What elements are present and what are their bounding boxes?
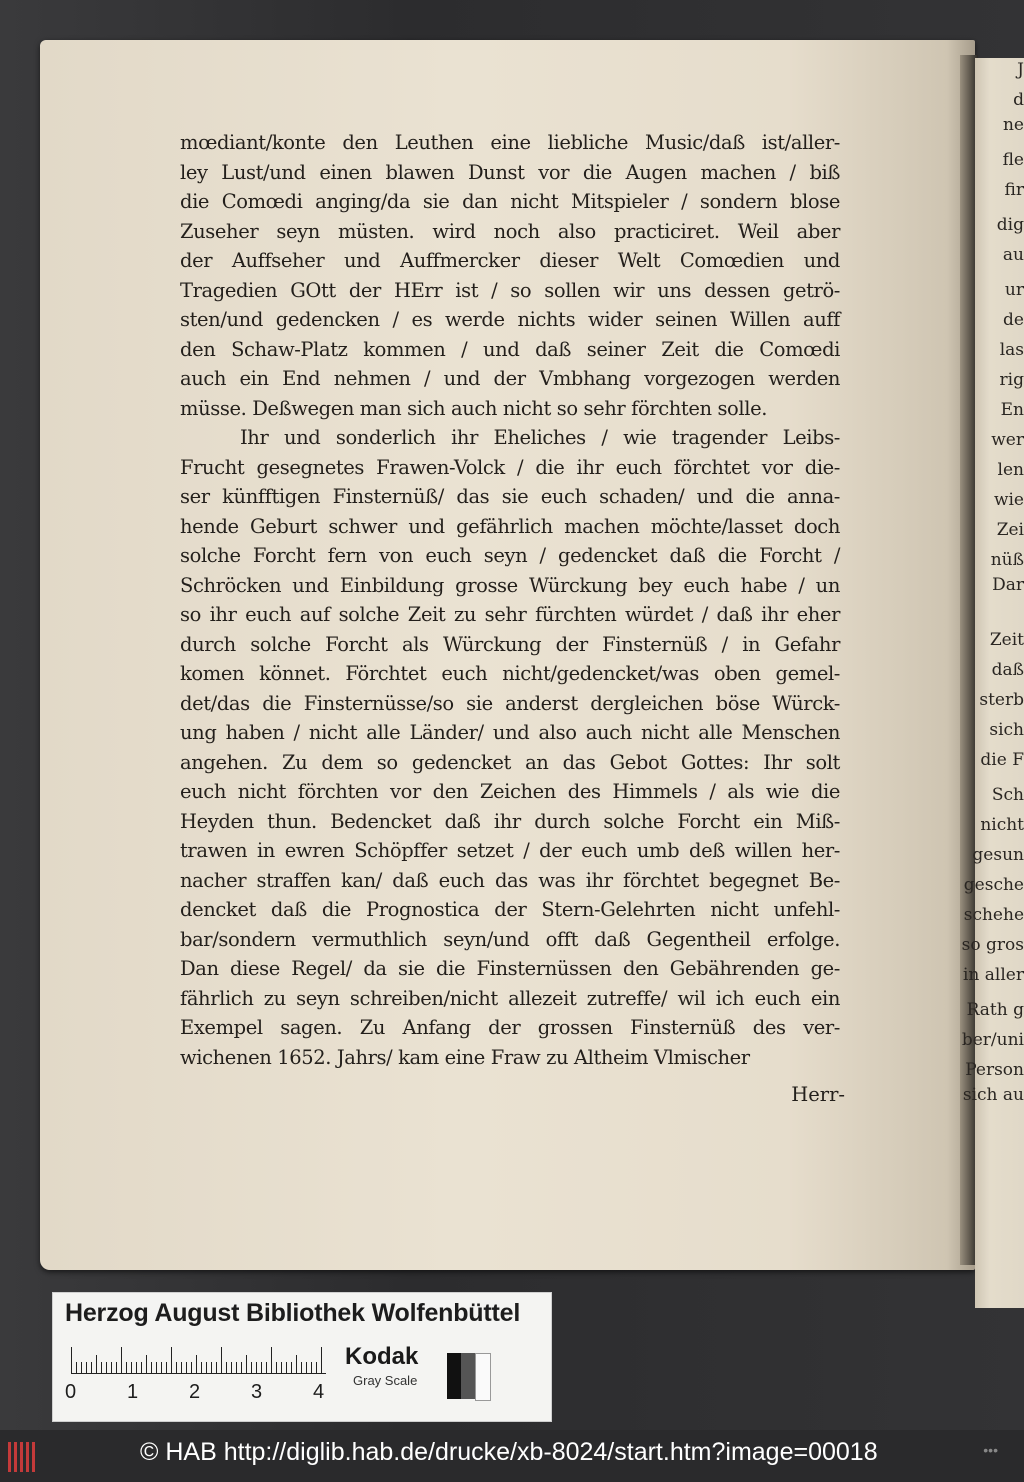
- ruler-tick: [321, 1347, 322, 1373]
- ruler-tick: [86, 1362, 87, 1373]
- ruler-tick: [191, 1362, 192, 1373]
- page-text: [180, 128, 840, 1072]
- ruler-number: 4: [313, 1381, 325, 1403]
- ruler-tick: [106, 1362, 107, 1373]
- ruler-tick: [181, 1362, 182, 1373]
- facing-page-fragment: rig: [999, 370, 1024, 390]
- text-line: euch nicht förchten vor den Zeichen des Himmels / als wie die: [180, 780, 840, 803]
- text-line: den Schaw-Platz kommen / und daß seiner Zeit die Comœdi: [180, 337, 840, 361]
- text-line: ser künfftigen Finsternüß/ das sie euch schaden/ und die anna-: [180, 485, 840, 508]
- footer-bar: [0, 1430, 1024, 1482]
- copyright-link[interactable]: © HAB http://diglib.hab.de/drucke/xb-8024/start.htm?image=00018: [140, 1438, 878, 1466]
- facing-page-fragment: len: [997, 460, 1024, 480]
- text-line: hende Geburt schwer und gefährlich machen möchte/lasset doch: [180, 514, 840, 538]
- ruler-tick: [301, 1362, 302, 1373]
- text-line: nacher straffen kan/ daß euch das was ihr förchtet begegnet Be-: [180, 868, 840, 892]
- ruler-tick: [151, 1362, 152, 1373]
- text-line: ley Lust/und einen blawen Dunst vor die Augen machen / biß: [180, 160, 840, 184]
- facing-page-fragment: schehe: [963, 905, 1024, 925]
- facing-page-fragment: nicht: [980, 815, 1024, 835]
- text-line: det/das die Finsternüsse/so sie anderst dergleichen böse Würck-: [180, 691, 840, 715]
- facing-page-fragment: Sch: [991, 785, 1024, 805]
- facing-page-fragment: dig: [996, 215, 1024, 235]
- ruler-tick: [71, 1347, 72, 1373]
- ruler-tick: [166, 1362, 167, 1373]
- ruler-tick: [216, 1362, 217, 1373]
- text-line: fährlich zu seyn schreiben/nicht allezeit zutreffe/ wil ich euch ein: [180, 986, 840, 1010]
- facing-page-fragment: Zei: [996, 520, 1024, 540]
- ruler-tick: [201, 1362, 202, 1373]
- ruler-number: 3: [251, 1381, 263, 1403]
- ruler-tick: [226, 1362, 227, 1373]
- facing-page-fragment: wer: [991, 430, 1024, 450]
- ruler-tick: [316, 1362, 317, 1373]
- text-line: Exempel sagen. Zu Anfang der grossen Finsternüß des ver-: [180, 1016, 840, 1039]
- text-line: Schröcken und Einbildung grosse Würckung bey euch habe / un: [180, 573, 840, 597]
- ruler-tick: [171, 1347, 172, 1373]
- text-line: die Comœdi anging/da sie dan nicht Mitspieler / sondern blose: [180, 190, 840, 213]
- ruler-tick: [156, 1362, 157, 1373]
- text-line: so ihr euch auf solche Zeit zu sehr fürchten würdet / daß ihr eher: [180, 603, 840, 626]
- facing-page: [961, 58, 1024, 1308]
- ruler-tick: [81, 1362, 82, 1373]
- text-line: durch solche Forcht als Würckung der Finsternüß / in Gefahr: [180, 632, 840, 656]
- facing-page-fragment: daß: [991, 660, 1024, 680]
- ruler-number: 2: [189, 1381, 201, 1403]
- ruler-tick: [231, 1362, 232, 1373]
- facing-page-fragment: d: [1013, 90, 1024, 110]
- text-line: angehen. Zu dem so gedencket an das Gebot Gottes: Ihr solt: [180, 750, 840, 774]
- text-line: ung haben / nicht alle Länder/ und also auch nicht alle Menschen: [180, 721, 840, 744]
- ruler-tick: [276, 1362, 277, 1373]
- ruler-tick: [246, 1355, 247, 1373]
- facing-page-fragment: sterb: [979, 690, 1024, 710]
- facing-page-fragment: J: [1017, 60, 1024, 80]
- facing-page-fragment: sich: [989, 720, 1024, 740]
- black-swatch: [447, 1353, 461, 1399]
- ruler-tick: [211, 1362, 212, 1373]
- facing-page-fragment: au: [1002, 245, 1024, 265]
- text-line: auch ein End nehmen / und der Vmbhang vorgezogen werden: [180, 367, 840, 390]
- ruler-tick: [141, 1362, 142, 1373]
- facing-page-fragment: nüß: [990, 550, 1024, 570]
- facing-page-fragment: fir: [1004, 180, 1024, 200]
- facing-page-fragment: ber/uni: [961, 1030, 1024, 1050]
- text-line: Tragedien GOtt der HErr ist / so sollen wir uns dessen getrö-: [180, 278, 840, 302]
- ruler-tick: [176, 1362, 177, 1373]
- ruler-tick: [296, 1355, 297, 1373]
- text-line: Zuseher seyn müsten. wird noch also practiciret. Weil aber: [180, 219, 840, 243]
- ruler-tick: [251, 1362, 252, 1373]
- facing-page-fragment: fle: [1002, 150, 1024, 170]
- text-line: Ihr und sonderlich ihr Eheliches / wie tragender Leibs-: [240, 426, 840, 449]
- facing-page-fragment: las: [999, 340, 1024, 360]
- facing-page-fragment: Rath g: [966, 1000, 1024, 1020]
- text-line: Frucht gesegnetes Frawen-Volck / die ihr euch förchtet vor die-: [180, 455, 840, 479]
- library-name: Herzog August Bibliothek Wolfenbüttel: [65, 1299, 521, 1327]
- facing-page-fragment: de: [1003, 310, 1024, 330]
- ruler-tick: [116, 1362, 117, 1373]
- ruler-tick: [261, 1362, 262, 1373]
- text-line: sten/und gedencken / es werde nichts wider seinen Willen auff: [180, 308, 840, 331]
- ruler-tick: [311, 1362, 312, 1373]
- facing-page-fragment: gesun: [972, 845, 1024, 865]
- ruler-tick: [286, 1362, 287, 1373]
- more-menu-icon[interactable]: •••: [983, 1442, 998, 1458]
- ruler-tick: [281, 1362, 282, 1373]
- ruler-tick: [271, 1347, 272, 1373]
- catchword: Herr-: [791, 1083, 845, 1106]
- ruler-tick: [266, 1362, 267, 1373]
- white-swatch: [475, 1353, 491, 1401]
- text-line: der Auffseher und Auffmercker dieser Welt Comœdien und: [180, 249, 840, 272]
- ruler-tick: [146, 1355, 147, 1373]
- gray-scale-label: Gray Scale: [353, 1373, 418, 1388]
- facing-page-fragment: Dar: [992, 575, 1024, 595]
- text-line: trawen in ewren Schöpffer setzet / der euch umb deß willen her-: [180, 839, 840, 862]
- facing-page-fragment: so gros: [961, 935, 1024, 955]
- ruler-tick: [111, 1362, 112, 1373]
- text-line: Dan diese Regel/ da sie die Finsternüssen den Gebährenden ge-: [180, 957, 840, 980]
- scale-ruler: [71, 1347, 326, 1374]
- facing-page-fragment: ur: [1004, 280, 1024, 300]
- hab-logo-icon: [8, 1442, 38, 1472]
- ruler-tick: [186, 1362, 187, 1373]
- ruler-number: 1: [127, 1381, 139, 1403]
- facing-page-fragment: En: [1000, 400, 1024, 420]
- text-line: wichenen 1652. Jahrs/ kam eine Fraw zu Altheim Vlmischer: [180, 1045, 750, 1069]
- gray-swatch: [461, 1353, 475, 1399]
- ruler-tick: [161, 1362, 162, 1373]
- ruler-tick: [236, 1362, 237, 1373]
- ruler-number: 0: [65, 1381, 77, 1403]
- ruler-tick: [291, 1362, 292, 1373]
- facing-page-fragment: Person: [965, 1060, 1024, 1080]
- ruler-tick: [241, 1362, 242, 1373]
- text-line: dencket daß die Prognostica der Stern-Gelehrten nicht unfehl-: [180, 898, 840, 921]
- text-line: komen könnet. Förchtet euch nicht/gedencket/was oben gemel-: [180, 662, 840, 685]
- ruler-tick: [196, 1355, 197, 1373]
- text-line: mœdiant/konte den Leuthen eine liebliche Music/daß ist/aller-: [180, 131, 840, 154]
- ruler-tick: [91, 1362, 92, 1373]
- ruler-tick: [96, 1355, 97, 1373]
- facing-page-fragment: Zeit: [989, 630, 1024, 650]
- text-line: solche Forcht fern von euch seyn / gedencket daß die Forcht /: [180, 544, 840, 567]
- facing-page-fragment: die F: [980, 750, 1024, 770]
- facing-page-fragment: wie: [993, 490, 1024, 510]
- facing-page-fragment: sich au: [962, 1085, 1024, 1105]
- ruler-tick: [131, 1362, 132, 1373]
- text-line: Heyden thun. Bedencket daß ihr durch solche Forcht ein Miß-: [180, 809, 840, 833]
- text-line: müsse. Deßwegen man sich auch nicht so sehr förchten solle.: [180, 396, 768, 420]
- ruler-tick: [136, 1362, 137, 1373]
- ruler-tick: [76, 1362, 77, 1373]
- ruler-tick: [206, 1362, 207, 1373]
- ruler-tick: [306, 1362, 307, 1373]
- ruler-tick: [101, 1362, 102, 1373]
- ruler-tick: [121, 1347, 122, 1373]
- ruler-tick: [126, 1362, 127, 1373]
- ruler-tick: [256, 1362, 257, 1373]
- facing-page-fragment: in aller: [963, 965, 1024, 985]
- text-line: bar/sondern vermuthlich seyn/und offt daß Gegentheil erfolge.: [180, 927, 840, 951]
- ruler-tick: [221, 1347, 222, 1373]
- facing-page-fragment: ne: [1002, 115, 1024, 135]
- facing-page-fragment: gesche: [963, 875, 1024, 895]
- color-calibration-card: [52, 1292, 552, 1422]
- kodak-logo: Kodak: [345, 1343, 419, 1370]
